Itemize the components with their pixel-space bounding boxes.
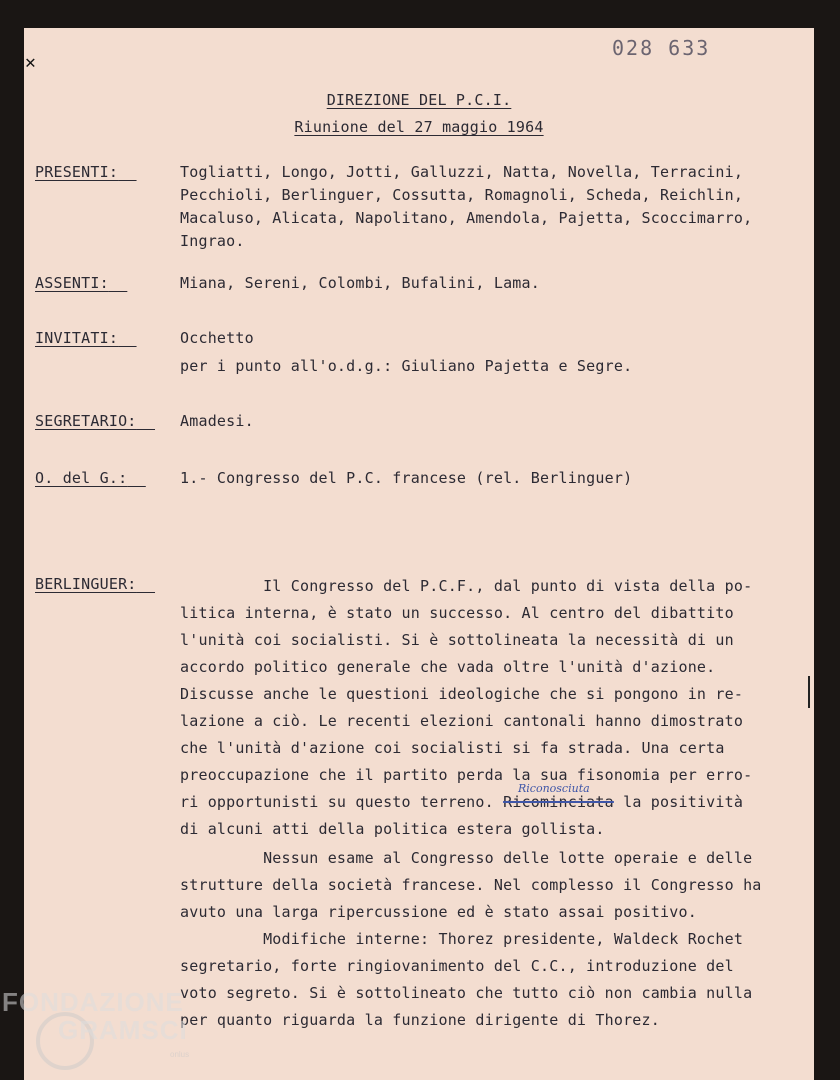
speech-line: l'unità coi socialisti. Si è sottolineata la necessità di un (180, 631, 734, 649)
speech-line: accordo politico generale che vada oltre l'unità d'azione. (180, 658, 716, 676)
speaker-label: BERLINGUER: (35, 575, 137, 593)
speech-line: segretario, forte ringiovanimento del C.C., introduzione del (180, 957, 734, 975)
watermark (2, 988, 188, 1044)
meeting-date: Riunione del 27 maggio 1964 (294, 118, 544, 136)
presenti-label: PRESENTI: (35, 163, 119, 181)
speech-line: Modifiche interne: Thorez presidente, Waldeck Rochet (180, 930, 744, 948)
presenti-line: Ingrao. (180, 232, 245, 250)
handwritten-correction: Riconosciuta (518, 782, 590, 795)
speech-line: avuto una larga ripercussione ed è stato assai positivo. (180, 903, 697, 921)
watermark-sub: onlus (170, 1050, 190, 1059)
odg-label: O. del G.: (35, 469, 128, 487)
speech-line: strutture della società francese. Nel complesso il Congresso ha (180, 876, 762, 894)
watermark-line2: GRAMSCI (58, 1015, 188, 1045)
invitati-note: per i punto all'o.d.g.: Giuliano Pajetta e Segre. (180, 357, 633, 375)
invitati-value: Occhetto (180, 329, 254, 347)
odg-value: 1.- Congresso del P.C. francese (rel. Berlinguer) (180, 469, 633, 487)
document-page (24, 28, 814, 1080)
speech-line: che l'unità d'azione coi socialisti si fa strada. Una certa (180, 739, 725, 757)
speech-line: Nessun esame al Congresso delle lotte operaie e delle (180, 849, 753, 867)
presenti-line: Macaluso, Alicata, Napolitano, Amendola, Pajetta, Scoccimarro, (180, 209, 753, 227)
assenti-value: Miana, Sereni, Colombi, Bufalini, Lama. (180, 274, 540, 292)
speech-line: preoccupazione che il partito perda la sua fisonomia per erro- (180, 766, 753, 784)
presenti-line: Togliatti, Longo, Jotti, Galluzzi, Natta, Novella, Terracini, (180, 163, 744, 181)
assenti-label: ASSENTI: (35, 274, 109, 292)
archive-number-stamp: 028 633 (612, 36, 711, 60)
speech-line: Il Congresso del P.C.F., dal punto di vista della po- (180, 577, 753, 595)
speech-line-start: ri opportunisti su questo terreno. (180, 793, 494, 811)
segretario-value: Amadesi. (180, 412, 254, 430)
presenti-line: Pecchioli, Berlinguer, Cossutta, Romagnoli, Scheda, Reichlin, (180, 186, 744, 204)
margin-tick (808, 676, 810, 708)
invitati-label: INVITATI: (35, 329, 119, 347)
struck-word: Ricominciata (503, 793, 614, 811)
speech-line: litica interna, è stato un successo. Al centro del dibattito (180, 604, 734, 622)
document-title: DIREZIONE DEL P.C.I. (326, 91, 512, 109)
speech-line: per quanto riguarda la funzione dirigente di Thorez. (180, 1011, 660, 1029)
speech-line: di alcuni atti della politica estera gollista. (180, 820, 605, 838)
speech-line: Discusse anche le questioni ideologiche che si pongono in re- (180, 685, 744, 703)
speech-line-with-correction (180, 789, 743, 816)
watermark-line1: FONDAZIONE (2, 987, 184, 1017)
segretario-label: SEGRETARIO: (35, 412, 137, 430)
speech-line: lazione a ciò. Le recenti elezioni cantonali hanno dimostrato (180, 712, 744, 730)
speech-line-tail: la positività (623, 793, 744, 811)
speech-line: voto segreto. Si è sottolineato che tutto ciò non cambia nulla (180, 984, 753, 1002)
binding-mark: ✕ (25, 52, 36, 73)
